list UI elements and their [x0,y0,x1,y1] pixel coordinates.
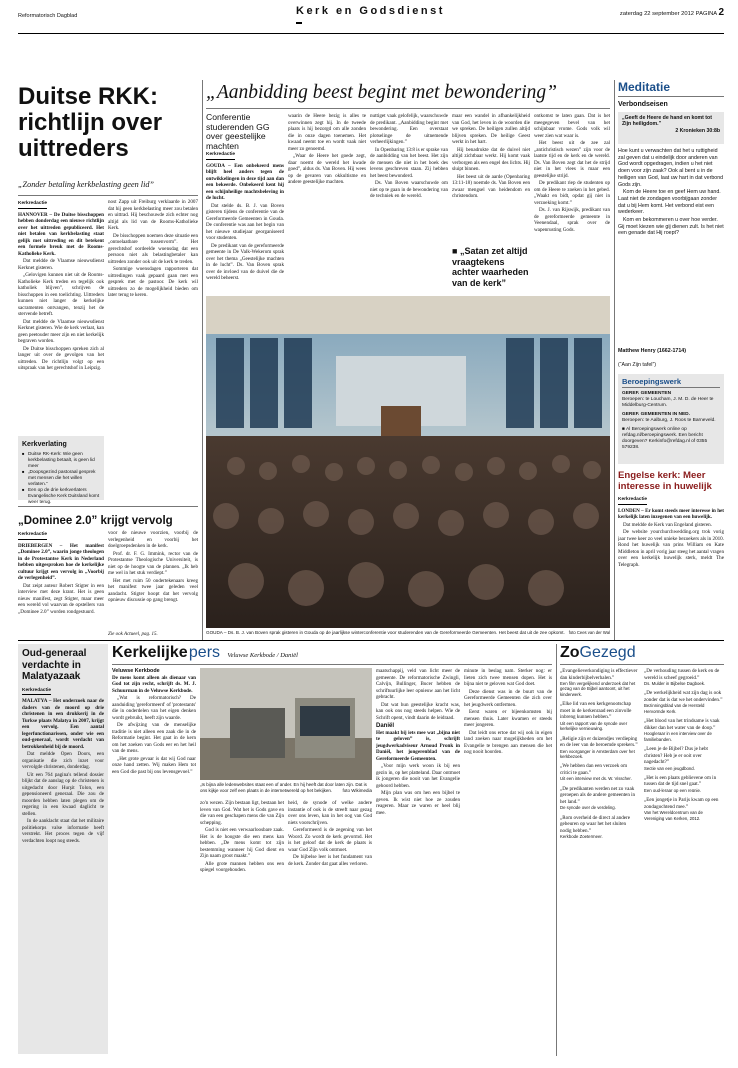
engelse-lead: LONDEN – Er komt steeds meer interesse in het kerkelijk laten inzegenen van een huwelijk. [618,507,724,520]
web-icon: ■ [622,427,626,432]
malatya-headline: Oud-generaal verdachte in Malatyazaak [22,648,87,682]
pers-col-5 [464,668,552,1056]
kerkelijke-header [112,644,552,662]
page-number: 2 [718,7,724,18]
pers-col2-0: zo'n wezen. Zijn bestaan ligt, bestaan het leven van God. Wat het is Gods gave en die van een geschapen mens die van Zijn schepping. [200,800,284,826]
pers-col2-2: Alle grote mannen hebben ons een spiegel voorgehouden. [200,860,284,873]
dominee-tag: Kerkredactie [18,532,47,540]
kerkverlating-box [18,436,104,504]
conf-col2-0: waarin de Heere bezig is alles te overwinnen zegt hij. In de tweede plaats is hij bezorgd om alle zonden die in onze dagen toenemen. Het kwaad neemt toe en wordt vaak niet meer zo genoemd. [288,113,366,152]
malatya-tag: Kerkredactie [22,688,51,696]
conf-col4-1: Hij benadrukte dat de duivel niet altijd zichtbaar werkt. Hij komt vaak verborgen als een engel des lichts. Hij sluipt binnen. [452,146,530,172]
paper-name: Reformatorisch Dagblad [18,13,78,19]
conf-rule [206,108,610,109]
kerkverlating-item-2: ■ Een op de drie kerkverlaters Evangelische Kerk Duitsland komt weer terug. [22,487,100,505]
meditatie-block [618,80,724,109]
zg-source-1: Uit een rapport van de synode over kerkelijke vernieuwing. [560,720,628,732]
beroeping-text-1: Beroepen: te Aalburg, J. Roos te Barneveld. [622,418,716,423]
zg-item-0 [560,668,638,697]
malatya-box [18,644,108,1054]
pers-col3-0: heid, de synode of welke andere instantie of ook is de streeft naar gezag over ons leven, kan in het oog van God niets voorschrijven. [288,800,372,826]
beroeping-entry-1 [622,412,720,424]
meditatie-body [618,148,724,340]
pers-caption [200,782,372,794]
malatya-body-1: Uit een 764 pagina's tellend dossier blijkt dat de aanslag op de christenen is uitgedacht door Hurşit Tolon, een gepensioneerd generaal. Die zou de moorden hebben laten plegen om de regering in een kwaad daglicht te stellen. [22,771,104,817]
zg2-source-2: Hoogleraar in een interview over de familiebanden. [644,731,712,742]
conf-col-1 [206,150,284,292]
photo-caption [206,630,610,636]
kerkverlating-item-0: ■ Duitse RK-Kerk: Wie geen kerkbelasting betaalt, is geen lid meer [22,451,100,469]
pers-caption-text: „Is bijna alle ledenwebsites staat een of ander. En hij heeft dat door laten zijn. Dat is ons kijkje voor zelf een plaats in de internetwereld op het bekijken. [200,782,367,793]
beroeping-title: Beroepingswerk [622,377,720,388]
pers-col4-0: maatschappij, veld van licht meer de gemeente. De reformatorische Zwingli, Calvijn, Bullinger, Bucer hebben de schriftuurlijke leer opnieuw aan het licht gebracht. [376,668,460,700]
conf-col4-2: Het beest uit de aarde (Openbaring 13:11-18) noemde ds. Van Boven een zwaar mengsel van heidendom en christendom. [452,173,530,199]
zogezegd-col-2 [644,668,724,1056]
malatya-lead: MALATYA – Het onderzoek naar de daders van de moord op drie christenen in een drukkerij in de Turkse plaats Malatya in 2007, krijgt een vervolg. Een aantal legerfunctionarissen, onder wie een oud-generaal, wordt verdacht van betrokkenheid bij de moord. [22,698,104,750]
pers-col4b-1: Mijn plan was om hen een bijbel te geven. Ik wist niet hoe ze zouden reageren. Maar ze waren er heel blij mee. [376,790,460,816]
meditatie-body-2: Kom en bekommeren u over hoe verder. Gij moet kiezen wie gij dienen zult. Is het niet een genade dat Hij roept? [618,217,724,237]
rkk-bottom-rule [18,506,198,507]
kerkverlating-list [22,451,100,505]
engelse-headline: Engelse kerk: Meer interesse in huwelijk [618,470,712,492]
rkk-tag: Kerkredactie [18,201,47,209]
dominee-body-0: Dat zeipt auteur Robert Stigter in een interview met deze krant. Het is geen nieuw manifest, zegt Stigter, maar meer een wereld vol waarvan de opstellers van „Dominee 2.0” worden rondgestuurd. [18,582,104,615]
conf-col5-0: ontkomst te laten gaan. Dat is het meegegeven bevel van het schijnbaar vrome. Gods volk wil weer zien wat waar is. [534,113,610,139]
pers-col4b-0: „Voor mijn werk woon ik bij een gezin in, op het platteland. Daar ontmoet ik jongeren die nooit van het Evangelie gehoord hebben. [376,763,460,789]
pers-col5-1: Deze dienst was in de buurt van de Gereformeerde Gemeenten die zich over het jeugdwerk ontfermen. [464,688,552,708]
conf-quote-text: „Satan zet altijd vraagtekens achter waarheden van de kerk” [452,246,529,288]
pers-caption-credit: foto Wikimedia [342,787,372,793]
zg2-source-1: Bezinningsblad van de Hersteld Hervormde Kerk. [644,703,705,714]
rkk-col2-1: De bisschoppen noemen deze situatie een „ontoelaatbare tussenvorm”. Het gerechtshof oordeelde woensdag dat een persoon niet als belastingbetaler kan uittreden zonder ook uit de kerk te treden. [108,232,198,265]
meditatie-author: Matthew Henry (1662-1714) [618,348,687,354]
dominee-headline: „Dominee 2.0” krijgt vervolg [18,515,173,527]
engelse-body-1: De website yourchurchwedding.org trok vorig jaar twee keer zo veel unieke bezoekers als in 2010. Rond het huwelijk van prins William en Kate Middleton in april vorig jaar steeg het aantal vragen over een kerkelijk huwelijk sterk, meldt The Telegraph. [618,529,724,568]
pers-col2-1: God is niet een verwaarloosbare zaak. Het is de hoogste die een mens kan hebben. „De mens komt tot zijn bestemming wanneer hij God dient en Zijn naam groot maakt.” [200,827,284,859]
kerkelijke-subtitle: Veluwse Kerkbode / Daniël [227,652,298,659]
conf-col1-1: De predikant van de gereformeerde gemeente in De Valk-Wekerom sprak over het thema „Geestelijke machten in de lucht”. Ds. Van Boven sprak over de invloed van de duivel die de wereld beheerst. [206,242,284,281]
pers-photo-illustration [200,668,372,780]
rkk-col-2 [108,199,198,499]
zg-quote-1: „Elke lid van een kerkgenootschap moet in de kerkenraad een zinvolle inbreng kunnen hebben.” [560,701,632,721]
zg-quote-0: „Evangelieverkondiging is effectiever dan kinderbijbelverhalen.” [560,668,638,681]
meditatie-verse: „Geeft de Heere de hand en komt tot Zijn heiligdom.” [622,115,712,128]
pers-col5-2: Eerst waren er bijeenkomsten bij mensen thuis. Later kwamen er steeds meer jongeren. [464,709,552,728]
photo-credit: foto Cees van der Wal [568,630,610,635]
zg2-item-3 [644,746,724,771]
quote-marker-icon: ■ [452,246,460,256]
rkk-rule [18,195,198,196]
conference-photo [206,296,610,628]
malatya-body [22,686,104,1044]
beroeping-text-0: Beroepen: te Loucham, J. M. D. de Heer te Middelburg-Centrum. [622,397,714,408]
page-header [0,0,738,34]
conf-kicker: Conferentie studerenden GG over geestelijke machten [206,112,270,151]
rkk-body-3: De Duitse bisschoppen spreken zich al langer uit over de gevolgen van het uittreden. De richtlijn volgt op een uitspraak van het gerechtshof in Leipzig. [18,345,104,371]
photo-illustration [206,296,610,628]
meditatie-verse-ref: 2 Kronieken 30:8b [675,127,720,134]
zg-quote-3: „We hebben dan een verzoek om critici te gaan.” [560,763,628,776]
mid-rule [18,640,724,641]
zogezegd-separator [556,644,557,1056]
zg-quote-2: „Religie zijn er duizendjes verdieping en de leer van de beroemde sprekers.” [560,735,638,749]
zg-source-5: Kerkbode Zoetermeer. [560,834,603,840]
rkk-col2-2: Sommige woensdagen rapporteren dat uittredingen vaak gepaard gaan met een gesprek met de pastoor. De kerk wil uittreders zo de mogelijkheid bieden om later terug te keren. [108,266,198,298]
conf-col5-1: Het beest uit de zee zal „antichristisch wezen” zijn voor de laatste tijd en de kerk en de wereld. Ds. Van Boven zegt dat het de strijd niet in het vlees is maar een geestelijke strijd. [534,140,610,179]
rkk-col2-0: nost Zapp uit Freiburg verklaarde in 2007 dat hij geen kerkbelasting meer zou betalen en uittrad. Hij beschouwde zich echter nog altijd als lid van de Rooms-Katholieke Kerk. [108,199,198,231]
rkk-subhead: „Zonder betaling kerkbelasting geen lid” [18,180,154,189]
zg2-quote-3: „Leen je de Bijbel? Dus je hebt christen? Heb je er ooit over nagedacht?” [644,746,708,766]
dominee-col2-2: Het met ruim 50 ondertekenaars kreeg het manifest twee jaar geleden veel aandacht. Stigter hoopt dat het vervolg opnieuw discussie op gang brengt. [108,577,198,603]
caption-text: GOUDA – Ds. B. J. van Boven sprak gisteren in Gouda op de jaarlijkse winterconferentie voor studerenden van de Gereformeerde Gemeenten. Het beest dat uit de zee opkomt. [206,630,565,635]
dominee-ref: Zie ook Actueel, pag. 15. [108,632,158,637]
rkk-body-0: Dat meldde de Vlaamse nieuwsdienst Kerknet gisteren. [18,258,104,271]
pers-sub-4: Daniël [376,723,395,729]
pers-col-2 [200,800,284,1056]
kerkelijke-title-b: pers [188,644,221,661]
zg-quote-5: „Rom overheid de direct al andere gebeuren op waar het het sluiten nodig hebben.” [560,814,631,834]
zg-item-2 [560,736,638,760]
rkk-body-2: Dat meldde de Vlaamse nieuwsdienst Kerknet gisteren. Wie de kerk verlaat, kan geen peetouder meer zijn en niet kerkelijk begraven worden. [18,318,104,344]
zg-item-1 [560,701,638,731]
zg-quote-4: „De predikanten werden net zo vaak geroepen als de andere gemeenten in het land.” [560,785,636,805]
kerkelijke-title-a: Kerkelijke [112,644,188,661]
pers-col1-1: De afwijzing van de menselijke traditie is niet alleen een zaak die in de Reformatie begint. Het gaat in de kern om het zoeken van Gods eer en het heil van de mens. [112,722,196,754]
pers-col1-0: „Wat is reformatorisch? De aanduiding 'gereformeerd' of 'protestants' die in onderdelen van het eigen denken wordt gebruikt, heeft zijn waarde. [112,695,196,721]
dominee-col-2 [108,530,198,630]
kerkverlating-title: Kerkverlating [22,441,67,448]
zogezegd-title-b: Gezegd [579,644,636,661]
zg2-source-3: Sectie van een jeugdbond. [644,765,695,771]
meditatie-subtitle: Verbondseisen [618,100,668,108]
zogezegd-header [560,644,724,662]
zg2-quote-1: „De werkelijkheid wat zijn dag is ook zonder dat is dat we het ondervinden.” [644,690,723,703]
rkk-col-1 [18,199,104,427]
beroeping-box [618,374,724,464]
zg2-quote-2: „Het blood van het trindsame is vaak dikker dan het water van de doop.” [644,718,720,731]
pers-col4-1: Dat wat hun geestelijke kracht was, kan ook ons nog steeds helpen. Wie de Schrift opent, vindt daarin de leidraad. [376,701,460,721]
pers-lead-4: Het maakt bij iets mee wat „bijna niet te geloven” is, schrijft jeugdwerkadviseur Arnoud Pronk in Daniël, het jongerenblad van de Gereformeerde Gemeenten. [376,729,460,762]
zg2-source-0: Ds. Mulder in Bijbelse Dagboek. [644,681,706,686]
beroeping-entry-0 [622,391,720,409]
conf-lead: GOUDA – Een onbekeerd mens blijft heel anders tegen de ontwikkelingen in deze tijd aan dan een bekeerde. Onbekeerd kent hij een schijnheilige machtsbeleving in de lucht. [206,162,284,201]
zg-source-3: Uit een interview met ds. W. Visscher. [560,776,632,782]
engelse-body [618,495,724,635]
beroeping-kerk-0: GEREF. GEMEENTEN [622,391,672,396]
conf-headline: „Aanbidding beest begint met bewondering” [206,82,557,103]
pers-col-1 [112,668,196,1056]
date-text: zaterdag 22 september 2012 [619,11,695,17]
conf-col3-2: Ds. Van Boven waarschuwde om niet op te gaan in de bewondering van de techniek en de wereld. [370,180,448,199]
meditatie-source: (“Aan Zijn tafel”) [618,362,656,368]
col-separator-left [202,80,203,640]
meditatie-body-1: Kom de Heere toe en geef Hem uw hand. Laat niet de zondagen voorbijgaan zonder dat u bij Hem komt. Het verbond eist een wederkeer. [618,189,721,216]
zg2-item-1 [644,690,724,714]
conf-tag: Kerkredactie [206,152,235,160]
conf-col1-0: Dat stelde ds. B. J. van Boven gisteren tijdens de conferentie van de Gereformeerde Gemeenten in Gouda. De conferentie was aan het begin van het nieuwe studiejaar georganiseerd voor studenten. [206,202,284,241]
zogezegd-col-1 [560,668,638,1056]
conf-col3-0: nuttiget vaak gelofelijk, waarschuwde de predikant. „Aanbidding begint met bewondering. Een overstaat plotselinge de uitnemende verheerlijkingen.” [370,113,448,145]
engelse-body-0: Dat meldde de Kerk van Engeland gisteren. [623,521,712,528]
pers-col-3 [288,800,372,1056]
pers-lead-1: De mens komt alleen als dienaar van God tot zijn recht, schrijft ds. M. J. Schuurman in de Veluwse Kerkbode. [112,674,196,694]
conf-col-4 [452,113,530,241]
zg2-source-5: Van het Wereldcentrum van de Vereniging van Kerken, 2012. [644,810,703,821]
kerkverlating-item-1: ■ „Doopsgezind pastoraal gesprek met mensen die het willen verlaten.” [22,469,100,487]
zg-item-5 [560,815,638,840]
zg2-quote-5: „Een jongetje in Parijs kwam op een zondagochtend mee.” [644,797,719,810]
beroeping-kerk-1: GEREF. GEMEENTEN IN NED. [622,412,690,417]
zg2-item-0 [644,668,724,686]
zg2-quote-0: „De verhouding tussen de kerk en de wereld is scheef gegroeid.” [644,668,720,681]
rkk-lead: HANNOVER – De Duitse bisschoppen hebben donderdag een nieuwe richtlijn over het uittreden gepubliceerd. Het niet betalen van kerkbelasting staat gelijk met uittreding en dit betekent een formele breuk met de Rooms-Katholieke Kerk. [18,211,104,257]
zg2-quote-4: „Het is een plaats geblievene om in tussen dat de tijd snel gaat.” [644,774,717,788]
pers-col-4 [376,668,460,1056]
pers-col1-2: „Het grote gevaar is dat wij God naar onze hand zetten. Wij maken Hem tot een God die past bij ons levensgevoel.” [112,755,196,775]
beroeping-web-text: Al Beroepingswerk online op refdag.nl/beroepingswerk. Een bericht doorgeven? Kerkinfo@refdag.nl of 0355 579238. [622,427,708,450]
zg-item-4 [560,786,638,811]
page-label: PAGINA [695,11,717,17]
malatya-body-2: In de aanklacht staat dat het militaire politiekorps valse informatie heeft verstrekt. Het proces tegen de vijf verdachten loopt nog steeds. [22,818,104,844]
conf-col2-1: „Waar de Heere het goede zegt, daar noemt de wereld het kwade goed”, aldus ds. Van Boven. Hij wees op de gevaren van okkultisme en andere geestelijke machten. [288,153,366,185]
zg-source-4: De synode over de verdeling. [560,805,616,811]
conf-col3-1: In Openbaring 13:8 is er sprake van de aanbidding van het beest. Het zijn de mensen die niet in het boek des levens geschreven staan. Zij hebben het beest bewonderd. [370,146,448,179]
meditatie-verse-box [618,112,724,144]
zg2-item-5 [644,797,724,821]
conf-col5-2: De predikant riep de studenten op om de Heere te zoeken in het gebed. „Waakt en bidt, opdat gij niet in verzoeking komt.” [534,180,610,206]
pers-col3-2: De bijbelse leer is het fundament van de kerk. Zonder dat gaat alles verloren. [288,854,372,867]
conf-col-3 [370,113,448,291]
photo-pulpit [381,406,421,436]
zg-source-0: Een film vergelijkend onderzoek dat het gezag van de Bijbel aantoont, uit het kinderwerk. [560,681,636,697]
zg2-item-4 [644,775,724,793]
zogezegd-title-a: Zo [560,644,580,661]
conf-col4-0: maar een wandel in afhankelijkheid van God, het leven in de woorden die we spreken. De heiligen zullen altijd blijven spreken. De heilige Geest werkt in het hart. [452,113,530,145]
dominee-col2-0: voor de nieuwe voorzien, voorbij de verlegenheid en voorbij het doelgroepsdenken in de kerk. [108,530,198,549]
pers-col5-3: Dat leidt ons ertoe dat wij ook in eigen land zoeken naar mogelijkheden om het Evangelie te brengen aan mensen die het nog nooit hoorden. [464,729,552,755]
rkk-body-1: „Gelovigen kunnen niet uit de Rooms-Katholieke Kerk treden en tegelijk ook katholiek blijven”, schrijven de bisschoppen in een toelichting. Uittreders kunnen niet langer de kerkelijke sacramenten ontvangen, tenzij het de stervende betreft. [18,272,104,317]
beroeping-web [622,427,720,451]
malatya-body-0: Dat meldde Open Doors, een organisatie die zich inzet voor vervolgde christenen, donderdag. [22,751,104,770]
col-separator-right [614,80,615,640]
section-title: Kerk en Godsdienst [296,5,445,17]
pers-src-1: Veluwse Kerkbode [112,668,160,674]
zogezegd-rule [560,664,724,665]
dominee-col-1 [18,530,104,638]
photo-ceiling [206,296,610,334]
page-date [619,7,724,18]
conf-col-5 [534,113,610,291]
engelse-tag: Kerkredactie [618,497,647,505]
conf-col5-3: Ds. J. van Rijswijk, predikant van de gereformeerde gemeente in Veenendaal, sprak over de wapenrusting Gods. [534,207,610,233]
zg-item-3 [560,763,638,781]
conf-col-2 [288,113,366,291]
pers-col5-0: minute in beslag nam. Sterker nog: er lieten zich twee mensen dopen. Het is bijna niet te geloven wat God doet. [464,668,552,687]
rkk-headline: Duitse RKK: richtlijn over uittreders [18,83,163,162]
zg2-source-4: Een oud-leraar op een reünie. [644,787,702,793]
dominee-lead: DRIEBERGEN – Het manifest „Dominee 2.0”, waarin jonge theologen in de Protestantse Kerk in Nederland hebben uitgesproken hoe de kerkelijke cultuur krijgt een vervolg in „Voorbij de verlegenheid”. [18,542,104,581]
zg2-item-2 [644,718,724,742]
meditatie-title: Meditatie [618,80,671,94]
meditatie-rule [618,96,724,97]
section-marker [296,22,302,24]
meditatie-body-0: Hoe kunt u verwachten dat het u ruttigheid zal geven dat u eindelijk door anderen van God wordt opgedragen, indien u het niet doen voor zijn zaak? Ook al bent u in de heiligen van God, laat uw hart in dat verbond Gods zijn. [618,148,724,188]
pers-photo [200,668,372,780]
zg-source-2: Een voorganger in Amsterdam over het kerkbezoek. [560,748,635,759]
header-rule [18,33,724,34]
dominee-col2-1: Prof. dr. F. G. Immink, rector van de Protestantse Theologische Universiteit, is niet op de hoogte van de plannen. „Ik heb me wel in het stuk verdiept.” [108,550,198,576]
pers-col3-1: Gereformeerd is de zegening van het Woord. Zo wordt de kerk gevormd. Het is het geloof dat de kerk de plaats is waar God Zijn volk ontmoet. [288,827,372,853]
kerkelijke-rule [112,664,552,665]
conf-pull-quote [452,246,530,288]
